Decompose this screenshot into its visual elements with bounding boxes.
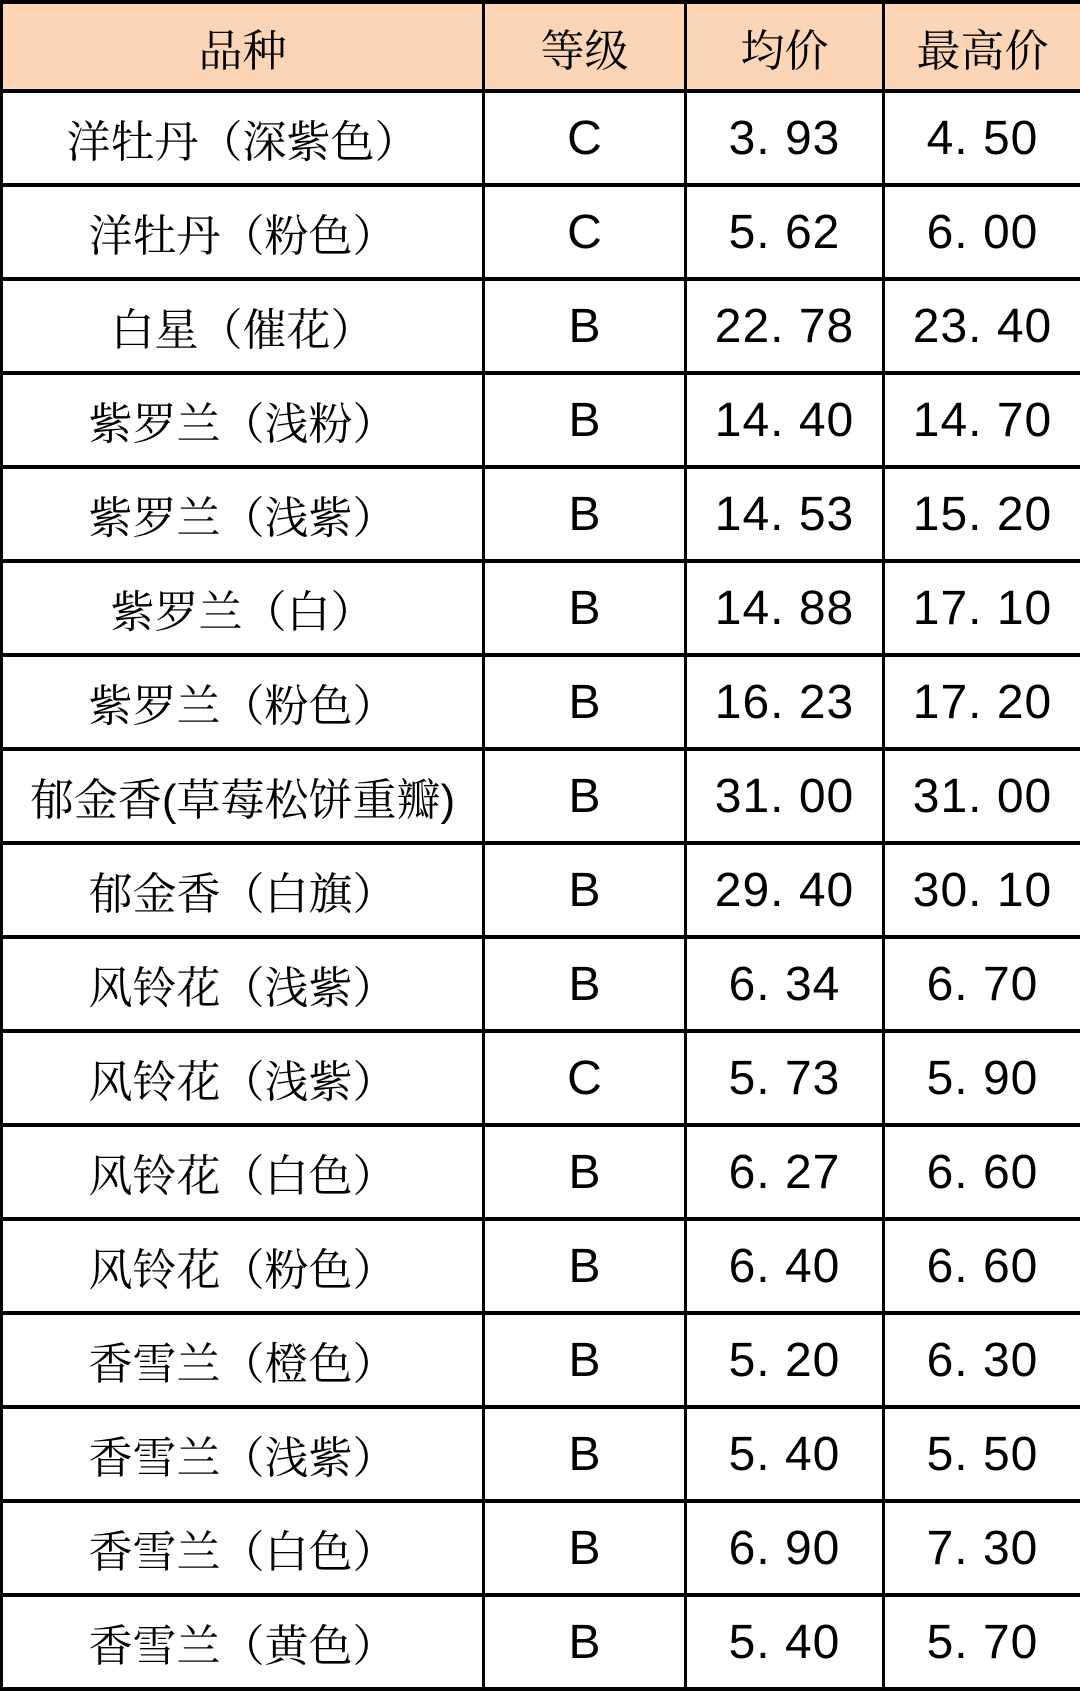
variety-cell: 香雪兰（黄色） xyxy=(2,1595,484,1689)
table-row xyxy=(2,91,1080,185)
table-row xyxy=(2,1313,1080,1407)
grade-cell: C xyxy=(484,1031,686,1125)
max-price-cell: 6. 60 xyxy=(884,1125,1080,1219)
grade-cell: B xyxy=(484,467,686,561)
table-row xyxy=(2,561,1080,655)
max-price-cell: 6. 30 xyxy=(884,1313,1080,1407)
variety-cell: 风铃花（浅紫） xyxy=(2,1031,484,1125)
variety-cell: 紫罗兰（浅粉） xyxy=(2,373,484,467)
variety-cell: 紫罗兰（浅紫） xyxy=(2,467,484,561)
avg-price-cell: 31. 00 xyxy=(686,749,884,843)
max-price-cell: 31. 00 xyxy=(884,749,1080,843)
avg-price-cell: 5. 62 xyxy=(686,185,884,279)
grade-cell: B xyxy=(484,1501,686,1595)
avg-price-cell: 5. 40 xyxy=(686,1407,884,1501)
table-row xyxy=(2,1501,1080,1595)
max-price-cell: 17. 10 xyxy=(884,561,1080,655)
table-row xyxy=(2,749,1080,843)
avg-price-cell: 5. 20 xyxy=(686,1313,884,1407)
grade-cell: B xyxy=(484,1313,686,1407)
table-row xyxy=(2,279,1080,373)
avg-price-cell: 6. 40 xyxy=(686,1219,884,1313)
grade-cell: B xyxy=(484,1219,686,1313)
grade-cell: B xyxy=(484,1595,686,1689)
grade-cell: B xyxy=(484,1407,686,1501)
avg-price-cell: 14. 40 xyxy=(686,373,884,467)
table-row xyxy=(2,1407,1080,1501)
max-price-cell: 4. 50 xyxy=(884,91,1080,185)
table-row xyxy=(2,1031,1080,1125)
variety-cell: 洋牡丹（粉色） xyxy=(2,185,484,279)
table-row xyxy=(2,185,1080,279)
avg-price-cell: 5. 73 xyxy=(686,1031,884,1125)
avg-price-cell: 6. 34 xyxy=(686,937,884,1031)
variety-cell: 郁金香(草莓松饼重瓣) xyxy=(2,749,484,843)
max-price-cell: 5. 90 xyxy=(884,1031,1080,1125)
table-body xyxy=(2,91,1080,1689)
grade-cell: B xyxy=(484,655,686,749)
max-price-cell: 17. 20 xyxy=(884,655,1080,749)
variety-cell: 紫罗兰（白） xyxy=(2,561,484,655)
max-price-cell: 6. 60 xyxy=(884,1219,1080,1313)
header-row xyxy=(2,2,1080,91)
avg-price-cell: 22. 78 xyxy=(686,279,884,373)
max-price-cell: 23. 40 xyxy=(884,279,1080,373)
table-row xyxy=(2,1595,1080,1689)
max-price-cell: 6. 70 xyxy=(884,937,1080,1031)
max-price-cell: 5. 70 xyxy=(884,1595,1080,1689)
header-max-price: 最高价 xyxy=(884,2,1080,91)
variety-cell: 香雪兰（浅紫） xyxy=(2,1407,484,1501)
grade-cell: B xyxy=(484,561,686,655)
avg-price-cell: 6. 90 xyxy=(686,1501,884,1595)
table-row xyxy=(2,1125,1080,1219)
variety-cell: 风铃花（浅紫） xyxy=(2,937,484,1031)
max-price-cell: 6. 00 xyxy=(884,185,1080,279)
variety-cell: 郁金香（白旗） xyxy=(2,843,484,937)
header-variety: 品种 xyxy=(2,2,484,91)
max-price-cell: 14. 70 xyxy=(884,373,1080,467)
grade-cell: B xyxy=(484,1125,686,1219)
max-price-cell: 7. 30 xyxy=(884,1501,1080,1595)
table-row xyxy=(2,843,1080,937)
grade-cell: B xyxy=(484,279,686,373)
avg-price-cell: 29. 40 xyxy=(686,843,884,937)
grade-cell: C xyxy=(484,185,686,279)
avg-price-cell: 14. 88 xyxy=(686,561,884,655)
avg-price-cell: 5. 40 xyxy=(686,1595,884,1689)
table-row xyxy=(2,1219,1080,1313)
max-price-cell: 5. 50 xyxy=(884,1407,1080,1501)
table-row xyxy=(2,655,1080,749)
variety-cell: 香雪兰（橙色） xyxy=(2,1313,484,1407)
variety-cell: 紫罗兰（粉色） xyxy=(2,655,484,749)
variety-cell: 洋牡丹（深紫色） xyxy=(2,91,484,185)
grade-cell: C xyxy=(484,91,686,185)
grade-cell: B xyxy=(484,937,686,1031)
avg-price-cell: 16. 23 xyxy=(686,655,884,749)
header-avg-price: 均价 xyxy=(686,2,884,91)
grade-cell: B xyxy=(484,843,686,937)
header-grade: 等级 xyxy=(484,2,686,91)
grade-cell: B xyxy=(484,749,686,843)
max-price-cell: 15. 20 xyxy=(884,467,1080,561)
table-row xyxy=(2,467,1080,561)
variety-cell: 白星（催花） xyxy=(2,279,484,373)
table-row xyxy=(2,937,1080,1031)
variety-cell: 风铃花（粉色） xyxy=(2,1219,484,1313)
max-price-cell: 30. 10 xyxy=(884,843,1080,937)
variety-cell: 风铃花（白色） xyxy=(2,1125,484,1219)
grade-cell: B xyxy=(484,373,686,467)
avg-price-cell: 14. 53 xyxy=(686,467,884,561)
avg-price-cell: 6. 27 xyxy=(686,1125,884,1219)
variety-cell: 香雪兰（白色） xyxy=(2,1501,484,1595)
table-row xyxy=(2,373,1080,467)
avg-price-cell: 3. 93 xyxy=(686,91,884,185)
